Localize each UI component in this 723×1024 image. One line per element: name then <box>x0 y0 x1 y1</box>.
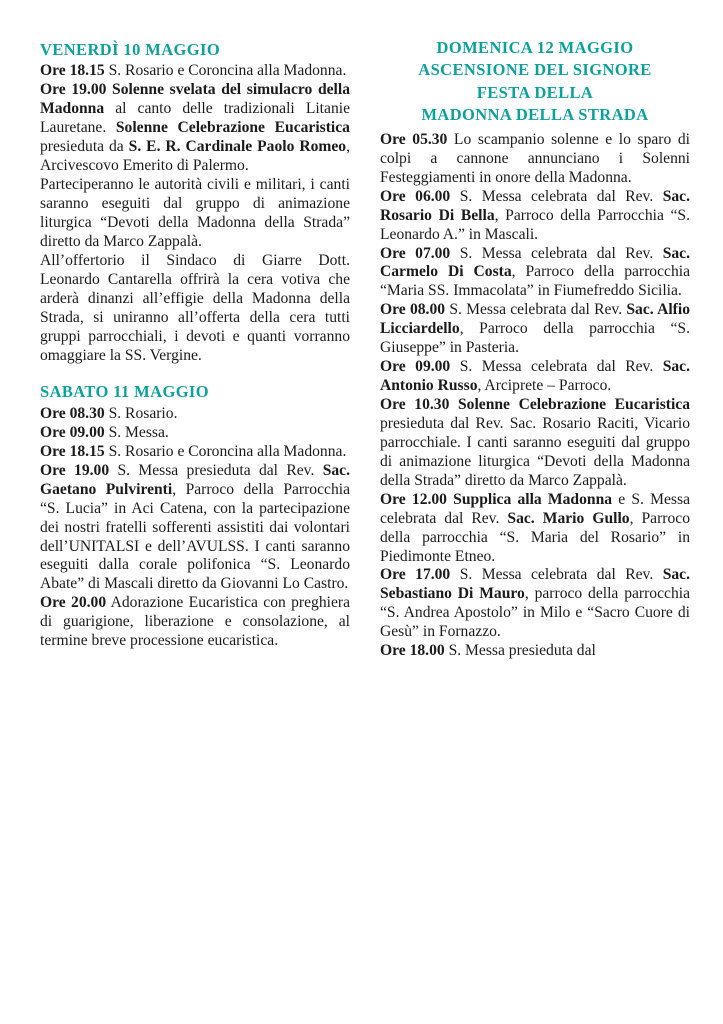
paragraph-text: S. Messa celebrata dal Rev. <box>450 358 663 376</box>
celebrant-name: S. E. R. Cardinale Paolo Romeo <box>128 138 347 156</box>
paragraph-text: Lo scampanio solenne e lo sparo di colpi a cannone annunciano i Solenni Festeggiamenti in onore della Madonna. <box>380 130 690 186</box>
heading-line-4: MADONNA DELLA STRADA <box>421 105 649 125</box>
paragraph-sunday-0700 <box>380 245 690 302</box>
paragraph-text: Adorazione Eucaristica con preghiera di guarigione, liberazione e consolazione, al termine breve processione eucaristica. <box>40 594 350 650</box>
paragraph-text: S. Messa celebrata dal Rev. <box>450 187 663 205</box>
paragraph-text-2: , parroco della parrocchia “S. Andrea Apostolo” in Milo e “Sacro Cuore di Gesù” in Fornazzo. <box>380 585 690 641</box>
paragraph-text-2: , Parroco della Parrocchia “S. Leonardo A.” in Mascali. <box>380 206 691 243</box>
emphasis-text: Solenne Celebrazione Eucaristica <box>115 119 350 137</box>
celebrant-name: Sac. Mario Gullo <box>507 509 630 527</box>
celebrant-name: Sac. Alfio Licciardello <box>380 301 690 338</box>
time-label: Ore 18.00 <box>380 642 445 660</box>
time-label: Ore 18.15 <box>40 62 105 80</box>
celebrant-name: Sac. Gaetano Pulvirenti <box>40 461 350 498</box>
paragraph-sunday-0900 <box>380 358 690 396</box>
paragraph-sunday-1800 <box>380 642 690 661</box>
paragraph-text: al canto delle tradizionali Litanie Lauretane. <box>40 100 350 137</box>
paragraph-text: S. Messa presieduta dal <box>444 642 596 660</box>
time-label: Ore 20.00 <box>40 594 107 612</box>
paragraph-text-2: , Parroco della parrocchia “S. Maria del Rosario” in Piedimonte Etneo. <box>380 509 690 565</box>
section-heading-saturday: SABATO 11 MAGGIO <box>40 382 209 402</box>
paragraph-text: S. Rosario e Coroncina alla Madonna. <box>104 442 347 460</box>
paragraph-text: S. Messa. <box>104 423 169 441</box>
two-column-layout <box>40 40 689 1006</box>
celebrant-name: Sac. Antonio Russo <box>380 358 690 395</box>
paragraph-text: e S. Messa celebrata dal Rev. <box>380 490 690 527</box>
paragraph-text: S. Messa celebrata dal Rev. <box>450 244 663 262</box>
heading-line-3: FESTA DELLA <box>476 82 594 102</box>
time-label: Ore 17.00 <box>380 566 451 584</box>
paragraph-sunday-1700 <box>380 566 690 642</box>
time-label: Ore 09.00 <box>40 423 105 441</box>
left-column <box>40 40 350 1006</box>
paragraph-text: S. Messa celebrata dal Rev. <box>445 301 627 319</box>
time-label: Ore 09.00 <box>380 358 451 376</box>
paragraph-text-2: , Parroco della parrocchia “Maria SS. Immacolata” in Fiumefreddo Sicilia. <box>380 263 690 300</box>
paragraph-sunday-1200 <box>380 491 690 567</box>
paragraph-text: S. Rosario e Coroncina alla Madonna. <box>104 62 347 80</box>
right-column <box>380 40 690 1006</box>
paragraph-text-3: , Arcivescovo Emerito di Palermo. <box>40 138 350 175</box>
heading-line-1: DOMENICA 12 MAGGIO <box>436 38 634 57</box>
celebrant-name: Sac. Rosario Di Bella <box>380 187 690 224</box>
paragraph-sunday-0800 <box>380 301 690 358</box>
paragraph-friday-1815 <box>40 62 350 81</box>
paragraph-text: S. Rosario. <box>104 404 178 422</box>
paragraph-text: presieduta dal Rev. Sac. Rosario Raciti, Vicario parrocchiale. I canti saranno eseguiti dal gruppo di animazione liturgica “Devoti della Madonna della Strada” diretto da Marco Zappalà. <box>380 414 690 489</box>
paragraph-sunday-1030 <box>380 396 690 491</box>
time-label: Ore 19.00 <box>40 461 110 479</box>
time-label: Ore 12.00 Supplica alla Madonna <box>380 490 613 508</box>
paragraph-saturday-1900 <box>40 462 350 595</box>
time-label: Ore 08.30 <box>40 404 105 422</box>
time-label: Ore 06.00 <box>380 187 451 205</box>
paragraph-sunday-0600 <box>380 188 690 245</box>
section-heading-friday: VENERDÌ 10 MAGGIO <box>40 40 221 59</box>
paragraph-text-2: , Parroco della parrocchia “S. Giuseppe” in Pasteria. <box>380 320 690 357</box>
paragraph-friday-1900 <box>40 81 350 176</box>
paragraph-text-2: , Arciprete – Parroco. <box>477 377 612 395</box>
paragraph-text: S. Messa presieduta dal Rev. <box>109 461 323 479</box>
time-label: Ore 07.00 <box>380 244 451 262</box>
time-label: Ore 08.00 <box>380 301 446 319</box>
paragraph-text-2: presieduta da <box>40 138 129 156</box>
time-label: Ore 18.15 <box>40 442 105 460</box>
paragraph-sunday-0530 <box>380 131 690 188</box>
paragraph-friday-offertory: All’offertorio il Sindaco di Giarre Dott. Leonardo Cantarella offrirà la cera votiva che arderà dinanzi all’effigie della Madonna della Strada, si uniranno all’offerta della cera tutti gruppi parrocchiali, i devoti e quanti vorranno omaggiare la SS. Vergine. <box>40 251 350 364</box>
section-heading-sunday <box>380 38 690 125</box>
paragraph-saturday-1815 <box>40 443 350 462</box>
celebrant-name: Sac. Carmelo Di Costa <box>380 244 690 281</box>
heading-line-2: ASCENSIONE DEL SIGNORE <box>418 60 652 80</box>
paragraph-friday-authorities: Parteciperanno le autorità civili e militari, i canti saranno eseguiti dal gruppo di animazione liturgica “Devoti della Madonna della Strada” diretto da Marco Zappalà. <box>40 176 350 250</box>
celebrant-name: Sac. Sebastiano Di Mauro <box>380 566 690 603</box>
time-label: Ore 19.00 Solenne svelata del simulacro della Madonna <box>40 81 350 118</box>
paragraph-text: S. Messa celebrata dal Rev. <box>450 566 663 584</box>
paragraph-saturday-0900 <box>40 424 350 443</box>
time-label: Ore 10.30 Solenne Celebrazione Eucaristica <box>380 396 690 413</box>
time-label: Ore 05.30 <box>380 130 448 148</box>
paragraph-saturday-0830 <box>40 405 350 424</box>
section-spacer <box>40 365 350 382</box>
paragraph-text-2: , Parroco della Parrocchia “S. Lucia” in Aci Catena, con la partecipazione dei nostri fratelli sofferenti assistiti dai volontari dell’UNITALSI e dell’AVULSS. I canti saranno eseguiti dalla corale polifonica “S. Leonardo Abate” di Mascali diretto da Giovanni Lo Castro. <box>40 480 350 593</box>
paragraph-saturday-2000 <box>40 594 350 651</box>
